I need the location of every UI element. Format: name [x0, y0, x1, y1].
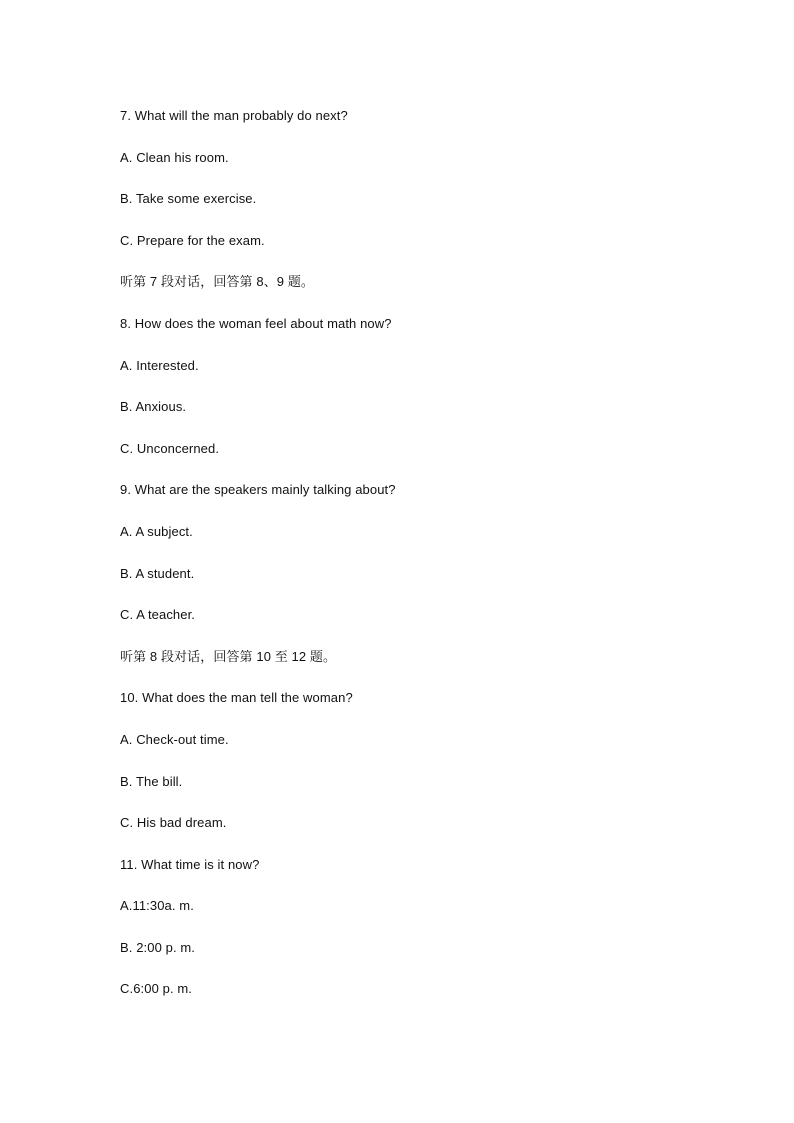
option-10c: C. His bad dream. — [120, 815, 227, 831]
option-9c: C. A teacher. — [120, 607, 196, 623]
option-9a: A. A subject. — [120, 523, 193, 539]
option-10a: A. Check-out time. — [120, 731, 229, 747]
question-10: 10. What does the man tell the woman? — [120, 690, 353, 706]
option-7c: C. Prepare for the exam. — [120, 232, 265, 248]
question-9: 9. What are the speakers mainly talking about? — [120, 482, 396, 498]
question-11: 11. What time is it now? — [120, 856, 260, 872]
option-8c: C. Unconcerned. — [120, 440, 220, 456]
document-body — [120, 107, 680, 1022]
section-instruction-dialogue-7: 听第 7 段对话，回答第 8、9 题。 — [120, 274, 315, 290]
option-7a: A. Clean his room. — [120, 149, 229, 165]
question-7: 7. What will the man probably do next? — [120, 108, 348, 123]
option-8b: B. Anxious. — [120, 399, 187, 415]
option-11b: B. 2:00 p. m. — [120, 939, 196, 955]
question-8: 8. How does the woman feel about math now? — [120, 315, 392, 331]
section-instruction-dialogue-8: 听第 8 段对话，回答第 10 至 12 题。 — [120, 648, 337, 664]
option-7b: B. Take some exercise. — [120, 191, 257, 207]
option-10b: B. The bill. — [120, 773, 183, 789]
option-11c: C.6:00 p. m. — [120, 981, 193, 997]
option-8a: A. Interested. — [120, 357, 199, 373]
option-9b: B. A student. — [120, 565, 195, 581]
option-11a: A.11:30a. m. — [120, 898, 194, 914]
